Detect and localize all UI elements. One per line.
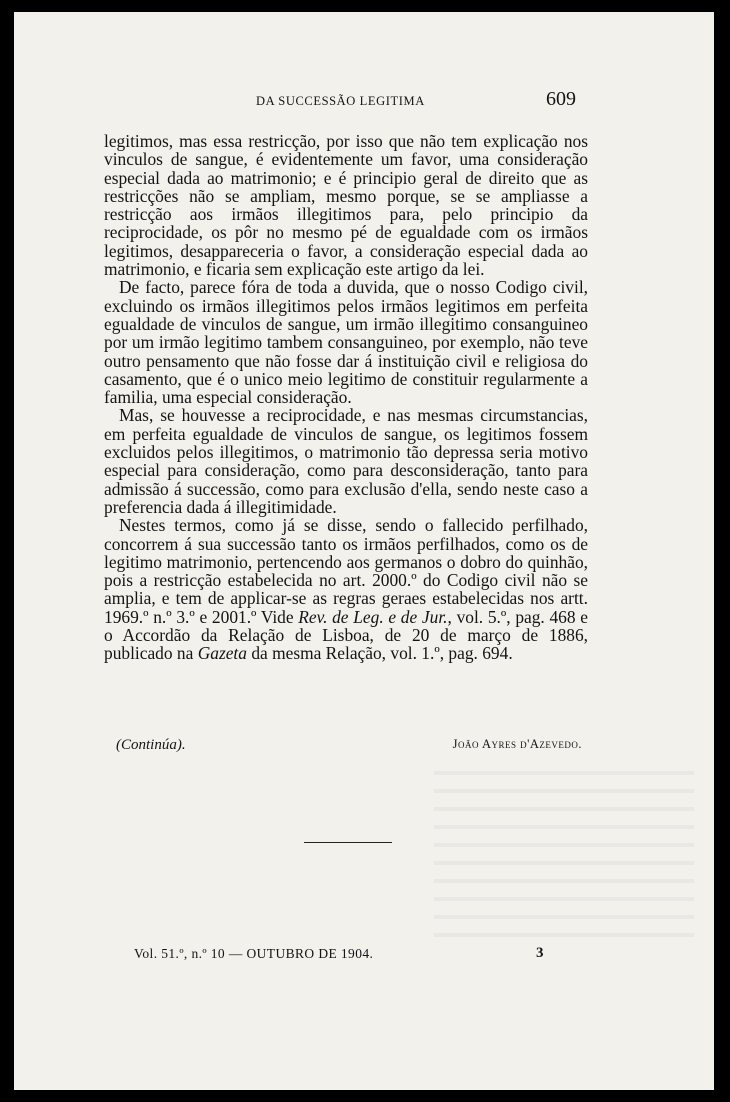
signature-line	[114, 737, 582, 757]
paragraph-text: , vol. 5.º, pag. 468 e o Accordão da Relação de Lisboa, de 20 de março de 1886, publicado na	[104, 606, 588, 664]
author-name: João Ayres d'Azevedo.	[452, 737, 582, 751]
article-body	[104, 132, 588, 663]
footer-volume-line: Vol. 51.º, n.º 10 — OUTUBRO DE 1904.	[134, 946, 374, 961]
document-page	[14, 12, 714, 1090]
paragraph	[104, 406, 588, 516]
continued-note: (Continúa).	[116, 737, 186, 753]
page-number: 609	[546, 88, 576, 110]
section-rule	[304, 842, 392, 843]
paragraph	[104, 516, 588, 662]
italic-citation: Rev. de Leg. e de Jur.	[298, 606, 448, 627]
paragraph-text: legitimos, mas essa restricção, por isso que não tem explicação nos vinculos de sangue, é evidentemente um favor, uma consideração especial dada ao matrimonio; e é principio geral de direito que as restricções não se ampliam, mesmo porque, se se ampliasse a restricção aos irmãos illegitimos para, pelo principio da reciprocidade, os pôr no mesmo pé de egualdade com os irmãos legitimos, desappareceria o favor, a consideração especial dada ao matrimonio, e ficaria sem explicação este artigo da lei.	[104, 131, 588, 280]
bleed-through-texture	[434, 757, 694, 937]
footer-sheet-number: 3	[536, 945, 544, 961]
italic-citation: Gazeta	[197, 643, 247, 664]
paragraph-text: Mas, se houvesse a reciprocidade, e nas mesmas circumstancias, em perfeita egualdade de vinculos de sangue, os legitimos fossem excluidos pelos illegitimos, o matrimonio tão depressa seria motivo especial para consideração, como para desconsideração, tanto para admissão á successão, como para exclusão d'ella, sendo neste caso a preferencia dada á illegitimidade.	[104, 405, 588, 517]
page-footer	[14, 946, 714, 968]
running-title: DA SUCCESSÃO LEGITIMA	[256, 94, 425, 108]
paragraph-text: Nestes termos, como já se disse, sendo o fallecido perfilhado, concorrem á sua successão tanto os irmãos perfilhados, como os de legitimo matrimonio, pertencendo aos germanos o dobro do quinhão, pois a restricção estabelecida no art. 2000.º do Codigo civil não se amplia, e tem de applicar-se as regras geraes estabelecidas nos artt. 1969.º n.º 3.º e 2001.º Vide	[104, 515, 588, 627]
paragraph	[104, 278, 588, 406]
paragraph-text: da mesma Relação, vol. 1.º, pag. 694.	[246, 643, 513, 664]
paragraph-text: De facto, parece fóra de toda a duvida, que o nosso Codigo civil, excluindo os irmãos illegitimos pelos irmãos legitimos em perfeita egualdade de vinculos de sangue, um irmão illegitimo consanguineo por um irmão legitimo tambem consanguineo, por exemplo, não teve outro pensamento que não fosse dar á instituição civil e religiosa do casamento, que é o unico meio legitimo de constituir regularmente a familia, uma especial consideração.	[104, 277, 588, 408]
paragraph	[104, 132, 588, 278]
page-header	[14, 90, 714, 114]
